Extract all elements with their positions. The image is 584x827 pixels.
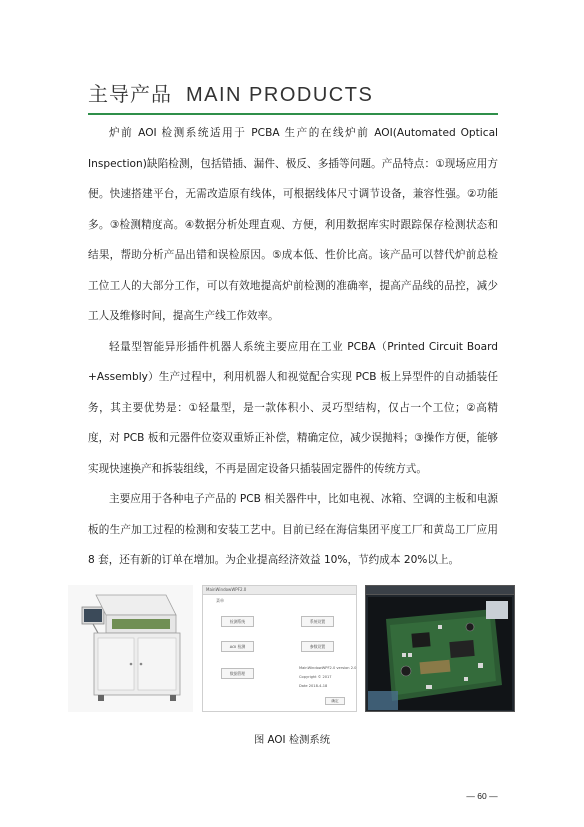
title-english: MAIN PRODUCTS (186, 84, 374, 106)
paragraph-robot: 轻量型智能异形插件机器人系统主要应用在工业 PCBA（Printed Circuit Board +Assembly）生产过程中，利用机器人和视觉配合实现 PCB 板上异型件的自动插装任务，其主要优势是：①轻量型，是一款体积小、灵巧型结构，仅占一个工位；②高精度，对 PCB 板和元器件位姿双重矫正补偿，精确定位，减少误抛料；③操作方便，能够实现快速换产和拆装组线，不再是固定设备只插装固定器件的传统方式。 (88, 340, 498, 475)
figure-caption: 图 AOI 检测系统 (253, 734, 331, 746)
pcb-board-illustration (368, 597, 512, 710)
app-menu: 菜单 (216, 598, 224, 603)
body-text (88, 118, 498, 576)
app-info-date: Date 2018-4-18 (299, 684, 328, 688)
app-button-data-management: 数据管理 (221, 668, 254, 679)
app-info-copyright: Copyright © 2017 (299, 675, 332, 679)
app-button-system-settings: 系统设置 (301, 616, 334, 627)
app-button-parameter-settings: 参数设置 (301, 641, 334, 652)
paragraph-aoi: 炉前 AOI 检测系统适用于 PCBA 生产的在线炉前 AOI(Automated Optical Inspection)缺陷检测，包括错插、漏件、极反、多插等问题。产品特点：①现场应用方便。快速搭建平台，无需改造原有线体，可根据线体尺寸调节设备，兼容性强。②功能多。③检测精度高。④数据分析处理直观、方便，利用数据库实时跟踪保存检测状态和结果，帮助分析产品出错和误检原因。⑤成本低、性价比高。该产品可以替代炉前总检工位工人的大部分工作，可以有效地提高炉前检测的准确率，提高产品线的品控，减少工人及维修时间，提高生产线工作效率。 (88, 127, 498, 322)
app-button-aoi-inspection: AOI 检测 (221, 641, 254, 652)
page-number: — 60 — (466, 791, 498, 801)
paragraph-application: 主要应用于各种电子产品的 PCB 相关器件中，比如电视、冰箱、空调的主板和电源板的生产加工过程的检测和安装工艺中。目前已经在海信集团平度工厂和黄岛工厂应用 8 套，还有新的订单在增加。为企业提高经济效益 10%，节约成本 20%以上。 (88, 493, 498, 566)
machine-illustration (68, 585, 193, 712)
software-window-screenshot (202, 585, 357, 712)
page-header (88, 78, 498, 107)
app-button-inspection-system: 检测系统 (221, 616, 254, 627)
figure-row (68, 585, 516, 712)
header-divider (88, 113, 498, 115)
pcb-camera-view (368, 597, 512, 710)
title-chinese: 主导产品 (88, 82, 172, 106)
camera-toolbar (366, 586, 514, 595)
app-titlebar: MainWindowWPF2.0 (203, 586, 356, 595)
app-info-version: MainWindowWPF2.0 version 2.0 (299, 666, 357, 670)
page-title (88, 78, 498, 107)
aoi-machine-photo (68, 585, 193, 712)
app-ok-button: 确定 (325, 697, 345, 705)
inspection-camera-screenshot (365, 585, 515, 712)
